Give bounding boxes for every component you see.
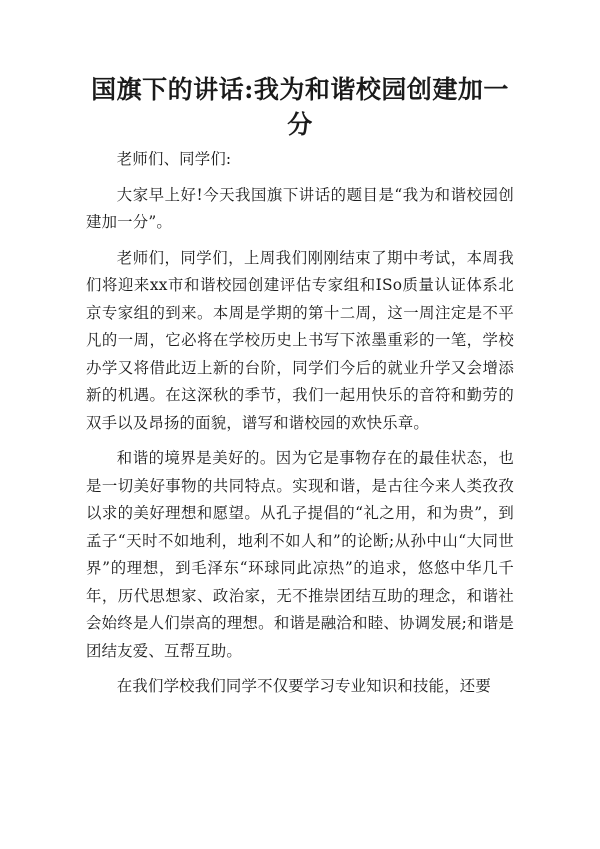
body-paragraph: 在我们学校我们同学不仅要学习专业知识和技能，还要 <box>116 677 491 695</box>
document-title: 国旗下的讲话:我为和谐校园创建加一分 <box>91 75 509 139</box>
document-body <box>86 146 514 709</box>
opening-paragraph: 大家早上好!今天我国旗下讲话的题目是“我为和谐校园创建加一分”。 <box>86 185 514 231</box>
greeting-paragraph: 老师们、同学们: <box>116 150 232 168</box>
body-paragraph: 老师们，同学们，上周我们刚刚结束了期中考试，本周我们将迎来xx市和谐校园创建评估专家组和ISo质量认证体系北京专家组的到来。本周是学期的第十二周，这一周注定是不平凡的一周，它必将在学校历史上书写下浓墨重彩的一笔，学校办学又将借此迈上新的台阶，同学们今后的就业升学又会增添新的机遇。在这深秋的季节，我们一起用快乐的音符和勤劳的双手以及昂扬的面貌，谱写和谐校园的欢快乐章。 <box>86 248 514 432</box>
body-paragraph: 和谐的境界是美好的。因为它是事物存在的最佳状态，也是一切美好事物的共同特点。实现和谐，是古往今来人类孜孜以求的美好理想和愿望。从孔子提倡的“礼之用，和为贵”，到孟子“天时不如地利，地利不如人和”的论断;从孙中山“大同世界”的理想，到毛泽东“环球同此凉热”的追求，悠悠中华几千年，历代思想家、政治家，无不推崇团结互助的理念，和谐社会始终是人们崇高的理想。和谐是融洽和睦、协调发展;和谐是团结友爱、互帮互助。 <box>86 449 514 660</box>
